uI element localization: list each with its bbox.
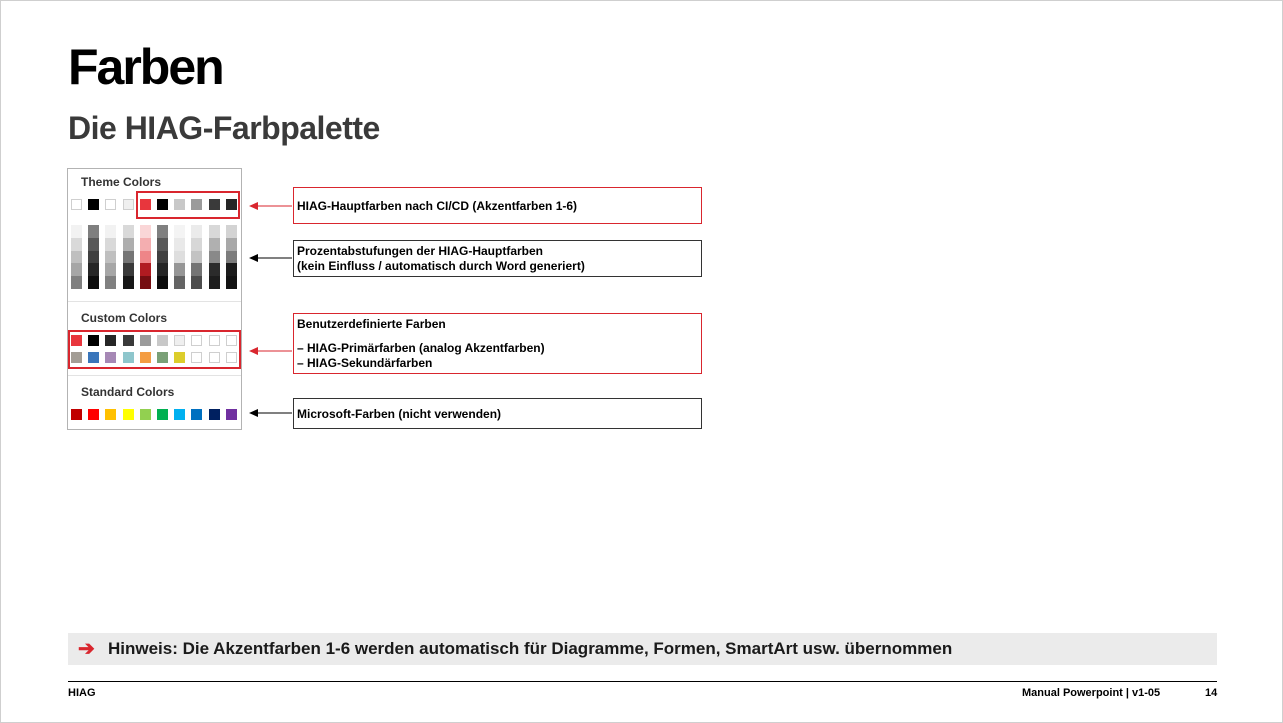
arrow-right-icon: ➔ (78, 638, 95, 660)
annotation-hauptfarben (293, 187, 702, 224)
arrowhead (249, 202, 258, 210)
annotation-prozentabstufungen (293, 240, 702, 277)
slide-subtitle: Die HIAG-Farbpalette (68, 110, 380, 146)
annotation-prozent-line2: (kein Einfluss / automatisch durch Word generiert) (297, 259, 585, 273)
annotation-benutzer-line3: – HIAG-Sekundärfarben (297, 356, 433, 370)
arrowhead (249, 347, 258, 355)
footer-divider (68, 681, 1217, 682)
annotation-benutzer-line1: Benutzerdefinierte Farben (297, 317, 446, 331)
annotation-benutzer-line2: – HIAG-Primärfarben (analog Akzentfarben) (297, 341, 545, 355)
footer-document: Manual Powerpoint | v1-05 (1022, 687, 1161, 699)
annotation-prozent-line1: Prozentabstufungen der HIAG-Hauptfarben (297, 244, 544, 258)
annotation-hauptfarben-suffix: ) (573, 199, 578, 213)
arrowhead (249, 409, 258, 417)
standard-colors-label: Standard Colors (81, 385, 175, 399)
note-text: Hinweis: Die Akzentfarben 1-6 werden automatisch für Diagramme, Formen, SmartArt usw. übernommen (108, 639, 953, 658)
footer-page-number: 14 (1205, 687, 1218, 699)
arrowhead (249, 254, 258, 262)
annotation-microsoft (293, 398, 702, 429)
custom-colors-label: Custom Colors (81, 311, 168, 325)
annotation-microsoft-text: Microsoft-Farben (nicht verwenden) (297, 407, 502, 421)
footer-company: HIAG (68, 687, 96, 699)
slide-title: Farben (68, 39, 223, 95)
theme-colors-label: Theme Colors (81, 175, 162, 189)
annotation-benutzerdefiniert (293, 313, 702, 374)
annotation-hauptfarben-bold: Akzentfarben 1-6 (476, 199, 574, 213)
note-banner (68, 633, 1217, 665)
annotation-hauptfarben-prefix: HIAG-Hauptfarben nach CI/CD ( (297, 199, 477, 213)
